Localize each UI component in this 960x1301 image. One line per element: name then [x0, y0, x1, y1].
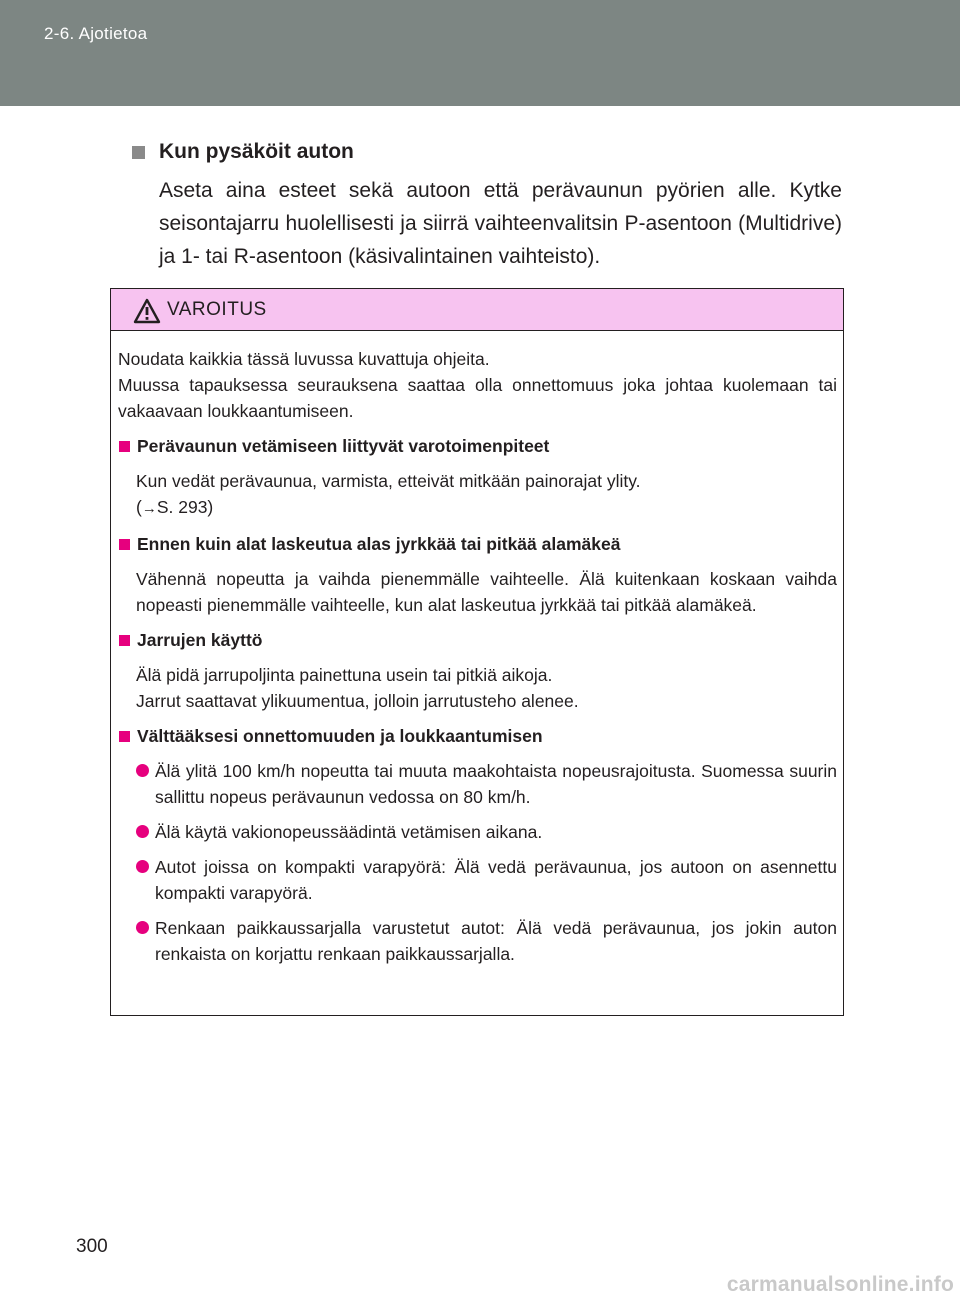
- square-bullet-icon: [132, 146, 145, 159]
- circle-bullet-icon: [136, 860, 149, 873]
- section-heading: [130, 138, 842, 166]
- header-band: [0, 0, 960, 106]
- item-line: Kun vedät perävaunua, varmista, etteivät mitkään painorajat ylity.: [136, 471, 641, 491]
- item-heading: [118, 433, 837, 459]
- circle-bullet-icon: [136, 825, 149, 838]
- warning-item-avoid-accidents: [118, 723, 837, 967]
- item-heading-text: Perävaunun vetämiseen liittyvät varotoimenpiteet: [137, 436, 550, 456]
- square-bullet-icon: [119, 731, 130, 742]
- item-body: [136, 662, 837, 714]
- warning-box: [110, 288, 844, 1016]
- item-heading: [118, 723, 837, 749]
- list-item-text: Älä käytä vakionopeussäädintä vetämisen aikana.: [155, 822, 543, 842]
- list-item-text: Älä ylitä 100 km/h nopeutta tai muuta maakohtaista nopeusrajoitusta. Suomessa suurin sallittu nopeus perävaunun vedossa on 80 km/h.: [155, 761, 837, 807]
- item-body: Vähennä nopeutta ja vaihda pienemmälle vaihteelle. Älä kuitenkaan koskaan vaihda nopeasti pienemmälle vaihteelle, kun alat laskeutua jyrkkää tai pitkää alamäkeä.: [136, 569, 837, 615]
- list-item: [136, 915, 837, 967]
- item-heading: [118, 627, 837, 653]
- square-bullet-icon: [119, 635, 130, 646]
- warning-item-brakes: [118, 627, 837, 714]
- list-item-text: Autot joissa on kompakti varapyörä: Älä vedä perävaunua, jos autoon on asennettu kompakti varapyörä.: [155, 857, 837, 903]
- warning-triangle-icon: [133, 298, 161, 324]
- chapter-title: 2-6. Ajotietoa: [44, 24, 148, 43]
- parking-section: [130, 138, 842, 273]
- intro-line-1: Noudata kaikkia tässä luvussa kuvattuja ohjeita.: [118, 349, 490, 369]
- item-line: Jarrut saattavat ylikuumentua, jolloin jarrutusteho alenee.: [136, 691, 579, 711]
- item-line: Älä pidä jarrupoljinta painettuna usein tai pitkiä aikoja.: [136, 665, 553, 685]
- circle-bullet-icon: [136, 921, 149, 934]
- intro-line-2: Muussa tapauksessa seurauksena saattaa olla onnettomuus joka johtaa kuolemaan tai vakaavaan loukkaantumiseen.: [118, 375, 837, 421]
- square-bullet-icon: [119, 539, 130, 550]
- warning-header: [111, 289, 843, 331]
- ref-text: S. 293): [156, 497, 214, 517]
- ref-open: (: [136, 497, 142, 517]
- square-bullet-icon: [119, 441, 130, 452]
- item-heading-text: Ennen kuin alat laskeutua alas jyrkkää tai pitkää alamäkeä: [137, 534, 621, 554]
- page-number: 300: [76, 1236, 108, 1257]
- item-heading-text: Jarrujen käyttö: [137, 630, 263, 650]
- arrow-right-icon: →: [141, 500, 157, 517]
- section-body: Aseta aina esteet sekä autoon että perävaunun pyörien alle. Kytke seisontajarru huolellisesti ja siirrä vaihteenvalitsin P-asentoon (Multidrive) ja 1- tai R-asentoon (käsivalintainen vaihteisto).: [159, 179, 842, 268]
- warning-item-downhill: [118, 531, 837, 618]
- list-item: [136, 819, 837, 845]
- item-body: [136, 468, 837, 522]
- warning-content: [111, 331, 843, 967]
- watermark: carmanualsonline.info: [726, 1273, 954, 1296]
- section-heading-text: Kun pysäköit auton: [159, 140, 354, 163]
- circle-bullet-icon: [136, 764, 149, 777]
- list-item: [136, 758, 837, 810]
- page-reference: [136, 494, 837, 522]
- list-item-text: Renkaan paikkaussarjalla varustetut autot: Älä vedä perävaunua, jos jokin auton renkaista on korjattu renkaan paikkaussarjalla.: [155, 918, 837, 964]
- warning-title: VAROITUS: [167, 298, 267, 320]
- item-heading-text: Välttääksesi onnettomuuden ja loukkaantumisen: [137, 726, 543, 746]
- warning-intro: [118, 346, 837, 424]
- list-item: [136, 854, 837, 906]
- warning-item-trailer-precautions: [118, 433, 837, 522]
- item-heading: [118, 531, 837, 557]
